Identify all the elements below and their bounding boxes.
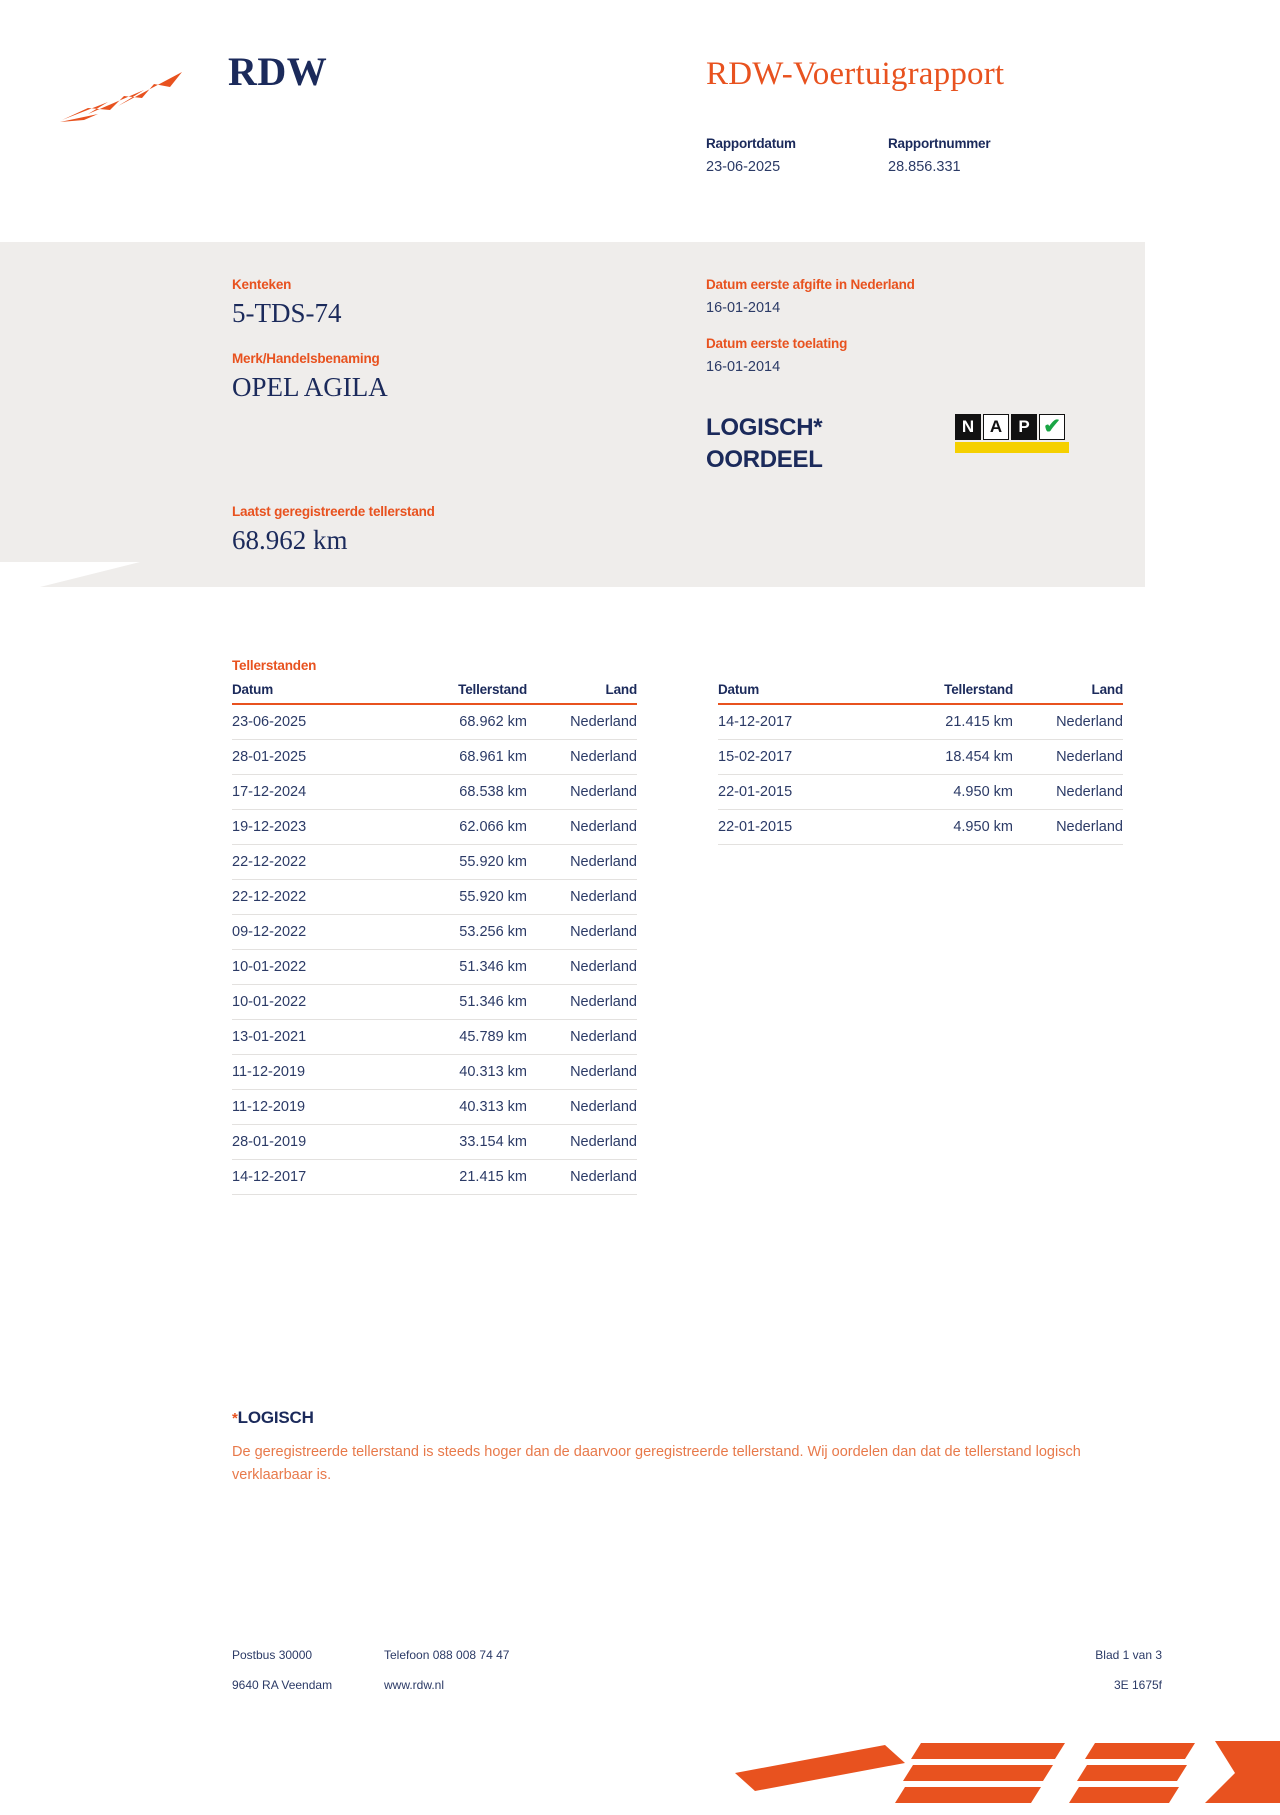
- cell-land: Nederland: [527, 950, 637, 985]
- cell-land: Nederland: [527, 845, 637, 880]
- table-row: [232, 1160, 637, 1195]
- last-reading-block: [232, 504, 435, 556]
- cell-datum: 17-12-2024: [232, 775, 392, 810]
- rdw-swoosh-logo-icon: [58, 62, 188, 132]
- cell-land: Nederland: [527, 915, 637, 950]
- cell-tellerstand: 55.920 km: [392, 880, 527, 915]
- footer-row-1: [232, 1648, 1162, 1662]
- nap-yellow-bar: [955, 442, 1069, 453]
- cell-datum: 14-12-2017: [232, 1160, 392, 1195]
- report-date-block: [706, 136, 856, 175]
- footnote-asterisk: *: [232, 1410, 238, 1427]
- footer-form-code: 3E 1675f: [1113, 1678, 1162, 1692]
- cell-datum: 11-12-2019: [232, 1090, 392, 1125]
- table-header-row: [232, 682, 637, 704]
- table-row: [232, 740, 637, 775]
- cell-tellerstand: 51.346 km: [392, 985, 527, 1020]
- cell-tellerstand: 40.313 km: [392, 1090, 527, 1125]
- report-number-value: 28.856.331: [888, 159, 961, 175]
- cell-land: Nederland: [527, 1020, 637, 1055]
- col-header-tellerstand: Tellerstand: [878, 682, 1013, 704]
- cell-datum: 22-01-2015: [718, 775, 878, 810]
- cell-tellerstand: 21.415 km: [878, 704, 1013, 740]
- cell-tellerstand: 33.154 km: [392, 1125, 527, 1160]
- readings-table-left: [232, 682, 637, 1195]
- vehicle-dates-column: [706, 277, 915, 375]
- cell-datum: 14-12-2017: [718, 704, 878, 740]
- cell-tellerstand: 18.454 km: [878, 740, 1013, 775]
- brand-label: Merk/Handelsbenaming: [232, 351, 380, 366]
- footer-stripes-graphic: [735, 1733, 1280, 1810]
- col-header-tellerstand: Tellerstand: [392, 682, 527, 704]
- cell-land: Nederland: [1013, 810, 1123, 845]
- readings-table-right: [718, 682, 1123, 845]
- vehicle-identity-column: [232, 277, 388, 403]
- cell-land: Nederland: [527, 1125, 637, 1160]
- table-row: [232, 1055, 637, 1090]
- footer-address-line1: Postbus 30000: [232, 1648, 313, 1662]
- footer-page-number: Blad 1 van 3: [1095, 1648, 1162, 1662]
- cell-tellerstand: 40.313 km: [392, 1055, 527, 1090]
- col-header-datum: Datum: [718, 682, 878, 704]
- cell-tellerstand: 51.346 km: [392, 950, 527, 985]
- cell-land: Nederland: [527, 775, 637, 810]
- first-admission-value: 16-01-2014: [706, 359, 781, 375]
- table-row: [232, 775, 637, 810]
- nap-letter-p: P: [1011, 414, 1037, 440]
- cell-datum: 28-01-2025: [232, 740, 392, 775]
- cell-land: Nederland: [527, 880, 637, 915]
- vehicle-summary-band: [0, 242, 1145, 587]
- first-admission-label: Datum eerste toelating: [706, 336, 848, 351]
- cell-datum: 13-01-2021: [232, 1020, 392, 1055]
- readings-section-title: Tellerstanden: [232, 658, 317, 673]
- cell-land: Nederland: [1013, 704, 1123, 740]
- cell-land: Nederland: [527, 810, 637, 845]
- licence-label: Kenteken: [232, 277, 292, 292]
- report-header: [0, 0, 1280, 235]
- nap-letter-n: N: [955, 414, 981, 440]
- cell-land: Nederland: [527, 1055, 637, 1090]
- col-header-land: Land: [1013, 682, 1123, 704]
- cell-datum: 11-12-2019: [232, 1055, 392, 1090]
- cell-datum: 22-12-2022: [232, 880, 392, 915]
- first-issue-nl-label: Datum eerste afgifte in Nederland: [706, 277, 915, 292]
- cell-land: Nederland: [1013, 775, 1123, 810]
- cell-land: Nederland: [527, 985, 637, 1020]
- col-header-land: Land: [527, 682, 637, 704]
- cell-datum: 19-12-2023: [232, 810, 392, 845]
- footer-website[interactable]: www.rdw.nl: [384, 1678, 445, 1692]
- cell-datum: 10-01-2022: [232, 985, 392, 1020]
- footnote-block: [232, 1408, 1162, 1487]
- cell-datum: 15-02-2017: [718, 740, 878, 775]
- report-footer: [232, 1648, 1162, 1708]
- footer-address-line2: 9640 RA Veendam: [232, 1678, 333, 1692]
- cell-datum: 28-01-2019: [232, 1125, 392, 1160]
- brand-value: OPEL AGILA: [232, 372, 388, 402]
- judgement-line-1: LOGISCH*: [706, 414, 823, 441]
- cell-land: Nederland: [527, 1090, 637, 1125]
- report-date-value: 23-06-2025: [706, 159, 781, 175]
- cell-tellerstand: 68.962 km: [392, 704, 527, 740]
- first-issue-nl-value: 16-01-2014: [706, 300, 781, 316]
- table-row: [232, 845, 637, 880]
- table-row: [718, 704, 1123, 740]
- report-meta: [706, 136, 1038, 175]
- table-row: [718, 740, 1123, 775]
- cell-tellerstand: 68.961 km: [392, 740, 527, 775]
- report-number-block: [888, 136, 1038, 175]
- cell-tellerstand: 62.066 km: [392, 810, 527, 845]
- cell-datum: 23-06-2025: [232, 704, 392, 740]
- cell-tellerstand: 45.789 km: [392, 1020, 527, 1055]
- cell-tellerstand: 21.415 km: [392, 1160, 527, 1195]
- report-number-label: Rapportnummer: [888, 136, 991, 151]
- cell-land: Nederland: [1013, 740, 1123, 775]
- table-header-row: [718, 682, 1123, 704]
- table-row: [232, 704, 637, 740]
- judgement-text: [706, 412, 823, 477]
- licence-value: 5-TDS-74: [232, 298, 342, 328]
- cell-land: Nederland: [527, 1160, 637, 1195]
- cell-datum: 22-12-2022: [232, 845, 392, 880]
- col-header-datum: Datum: [232, 682, 392, 704]
- report-title: RDW-Voertuigrapport: [706, 56, 1005, 92]
- table-row: [232, 880, 637, 915]
- cell-tellerstand: 55.920 km: [392, 845, 527, 880]
- report-date-label: Rapportdatum: [706, 136, 796, 151]
- table-row: [718, 775, 1123, 810]
- footnote-title-text: LOGISCH: [237, 1408, 314, 1427]
- table-row: [232, 1125, 637, 1160]
- table-row: [232, 915, 637, 950]
- cell-datum: 09-12-2022: [232, 915, 392, 950]
- cell-tellerstand: 4.950 km: [878, 775, 1013, 810]
- footnote-title: [232, 1408, 1162, 1428]
- table-row: [232, 985, 637, 1020]
- table-row: [232, 950, 637, 985]
- cell-land: Nederland: [527, 704, 637, 740]
- footer-phone: Telefoon 088 008 74 47: [384, 1648, 510, 1662]
- cell-tellerstand: 4.950 km: [878, 810, 1013, 845]
- judgement-line-2: OORDEEL: [706, 446, 823, 474]
- cell-datum: 10-01-2022: [232, 950, 392, 985]
- table-row: [232, 810, 637, 845]
- footer-row-2: [232, 1678, 1162, 1692]
- cell-tellerstand: 53.256 km: [392, 915, 527, 950]
- rdw-wordmark: RDW: [228, 49, 328, 94]
- table-row: [718, 810, 1123, 845]
- nap-check-icon: ✔: [1039, 414, 1065, 440]
- footnote-body: De geregistreerde tellerstand is steeds hoger dan de daarvoor geregistreerde tellerstand. Wij oordelen dan dat de tellerstand logisch verklaarbaar is.: [232, 1444, 1081, 1484]
- table-row: [232, 1090, 637, 1125]
- table-row: [232, 1020, 637, 1055]
- nap-logo-icon: [955, 414, 1071, 454]
- last-reading-value: 68.962 km: [232, 525, 348, 555]
- last-reading-label: Laatst geregistreerde tellerstand: [232, 504, 435, 519]
- cell-datum: 22-01-2015: [718, 810, 878, 845]
- nap-letter-a: A: [983, 414, 1009, 440]
- cell-tellerstand: 68.538 km: [392, 775, 527, 810]
- cell-land: Nederland: [527, 740, 637, 775]
